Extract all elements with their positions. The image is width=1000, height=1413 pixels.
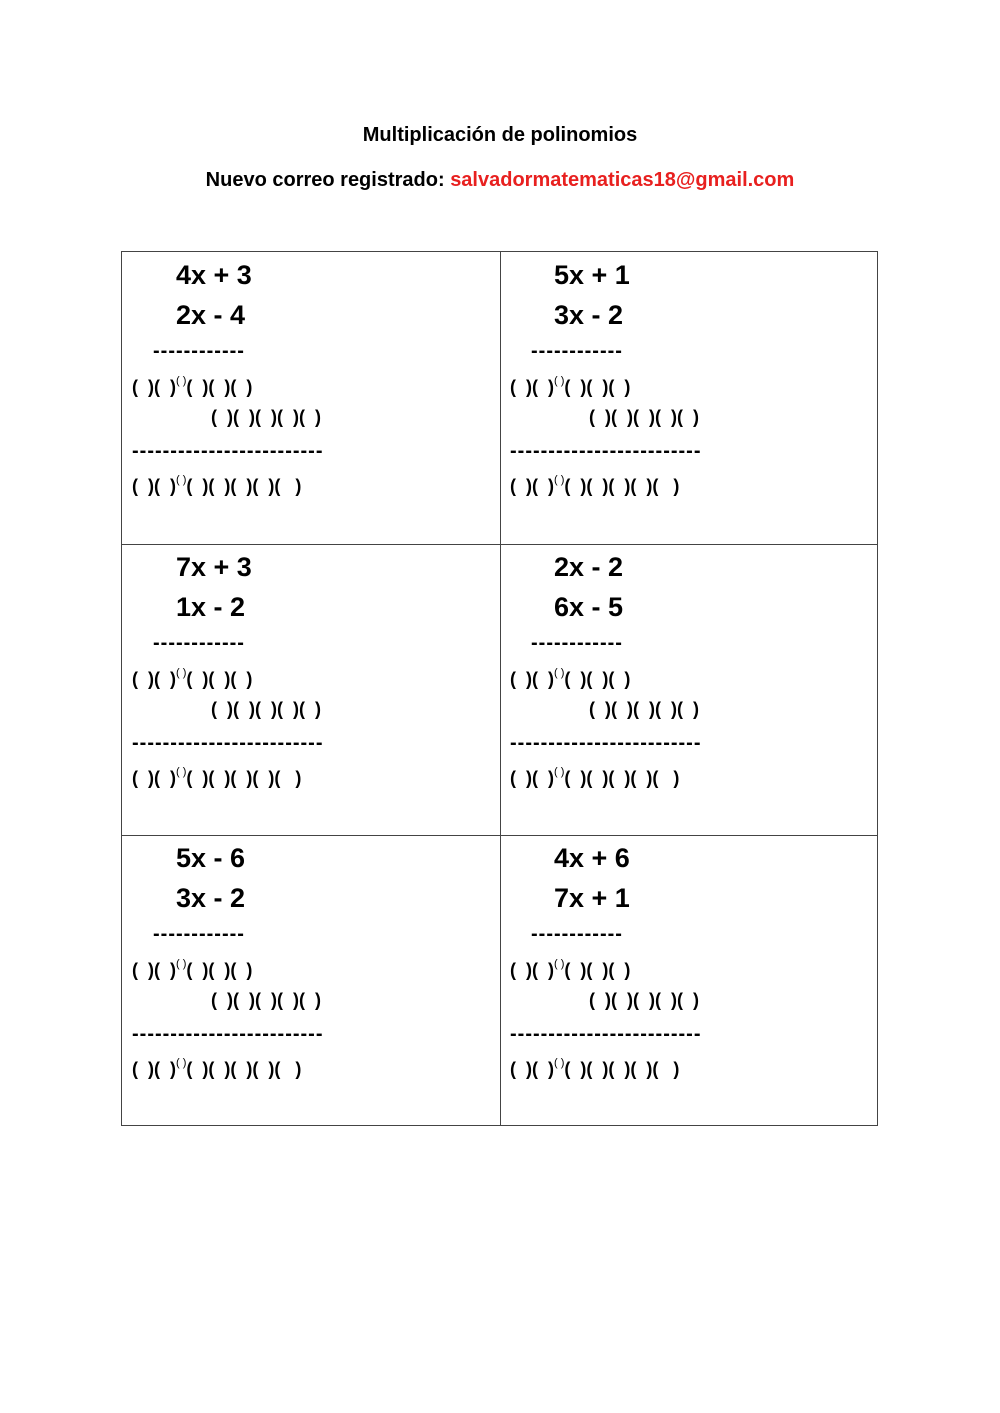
partial-product-row-2[interactable]: ( )( )( )( )( ) (211, 699, 321, 719)
problem-cell (500, 835, 878, 1127)
email-label: Nuevo correo registrado: (205, 169, 445, 191)
polynomial-1: 2x - 2 (554, 552, 624, 582)
answer-blank-exponent[interactable]: ( ) (553, 958, 565, 970)
email-address[interactable]: salvadormatematicas18@gmail.com (450, 169, 795, 191)
separator-short: ------------ (531, 923, 623, 945)
partial-product-row-1 (510, 669, 630, 690)
answer-blanks[interactable]: ( )( ) (510, 960, 554, 980)
answer-blanks[interactable]: ( )( )( ) (564, 960, 631, 980)
result-row (132, 768, 301, 789)
page-title: Multiplicación de polinomios (362, 124, 638, 146)
partial-product-row-2[interactable]: ( )( )( )( )( ) (589, 990, 699, 1010)
partial-product-row-1 (510, 960, 630, 981)
separator-short: ------------ (153, 632, 245, 654)
separator-short: ------------ (153, 340, 245, 362)
email-line (0, 169, 1000, 192)
separator-short: ------------ (531, 632, 623, 654)
separator-short: ------------ (153, 923, 245, 945)
answer-blanks[interactable]: ( )( ) (510, 476, 554, 496)
polynomial-2: 2x - 4 (176, 300, 246, 330)
partial-product-row-1 (132, 960, 252, 981)
answer-blanks[interactable]: ( )( )( )( )( ) (564, 768, 680, 788)
answer-blanks[interactable]: ( )( ) (510, 669, 554, 689)
separator-short: ------------ (531, 340, 623, 362)
answer-blank-exponent[interactable]: ( ) (553, 375, 565, 387)
answer-blanks[interactable]: ( )( ) (132, 669, 176, 689)
polynomial-2: 1x - 2 (176, 592, 246, 622)
answer-blanks[interactable]: ( )( )( ) (186, 377, 253, 397)
separator-long: ------------------------- (510, 1023, 702, 1045)
polynomial-1: 4x + 3 (176, 260, 252, 290)
problem-cell (122, 835, 500, 1127)
answer-blanks[interactable]: ( )( )( ) (186, 669, 253, 689)
answer-blanks[interactable]: ( )( ) (510, 377, 554, 397)
answer-blanks[interactable]: ( )( )( ) (564, 669, 631, 689)
separator-long: ------------------------- (132, 1023, 324, 1045)
answer-blank-exponent[interactable]: ( ) (175, 766, 187, 778)
polynomial-2: 3x - 2 (176, 883, 246, 913)
result-row (510, 768, 679, 789)
polynomial-1: 7x + 3 (176, 552, 252, 582)
answer-blank-exponent[interactable]: ( ) (553, 667, 565, 679)
result-row (510, 476, 679, 497)
problem-cell (500, 252, 878, 544)
polynomial-1: 4x + 6 (554, 843, 630, 873)
answer-blank-exponent[interactable]: ( ) (175, 375, 187, 387)
answer-blanks[interactable]: ( )( )( ) (186, 960, 253, 980)
answer-blanks[interactable]: ( )( )( )( )( ) (564, 476, 680, 496)
partial-product-row-1 (132, 669, 252, 690)
answer-blank-exponent[interactable]: ( ) (553, 1057, 565, 1069)
problem-cell (122, 252, 500, 544)
polynomial-2: 6x - 5 (554, 592, 624, 622)
answer-blanks[interactable]: ( )( ) (132, 476, 176, 496)
answer-blanks[interactable]: ( )( ) (510, 1059, 554, 1079)
answer-blank-exponent[interactable]: ( ) (175, 1057, 187, 1069)
partial-product-row-1 (510, 377, 630, 398)
polynomial-2: 3x - 2 (554, 300, 624, 330)
answer-blanks[interactable]: ( )( )( )( )( ) (186, 1059, 302, 1079)
separator-long: ------------------------- (510, 440, 702, 462)
polynomial-1: 5x - 6 (176, 843, 246, 873)
partial-product-row-1 (132, 377, 252, 398)
answer-blank-exponent[interactable]: ( ) (175, 667, 187, 679)
answer-blanks[interactable]: ( )( )( ) (564, 377, 631, 397)
answer-blanks[interactable]: ( )( )( )( )( ) (186, 476, 302, 496)
polynomial-2: 7x + 1 (554, 883, 630, 913)
answer-blank-exponent[interactable]: ( ) (553, 474, 565, 486)
answer-blank-exponent[interactable]: ( ) (175, 958, 187, 970)
answer-blanks[interactable]: ( )( ) (132, 960, 176, 980)
answer-blanks[interactable]: ( )( ) (510, 768, 554, 788)
problem-cell (500, 544, 878, 836)
answer-blank-exponent[interactable]: ( ) (175, 474, 187, 486)
partial-product-row-2[interactable]: ( )( )( )( )( ) (211, 407, 321, 427)
separator-long: ------------------------- (510, 732, 702, 754)
separator-long: ------------------------- (132, 732, 324, 754)
problem-cell (122, 544, 500, 836)
answer-blanks[interactable]: ( )( ) (132, 768, 176, 788)
partial-product-row-2[interactable]: ( )( )( )( )( ) (211, 990, 321, 1010)
answer-blanks[interactable]: ( )( )( )( )( ) (186, 768, 302, 788)
result-row (510, 1059, 679, 1080)
answer-blanks[interactable]: ( )( ) (132, 377, 176, 397)
polynomial-1: 5x + 1 (554, 260, 630, 290)
result-row (132, 1059, 301, 1080)
partial-product-row-2[interactable]: ( )( )( )( )( ) (589, 407, 699, 427)
problem-grid (121, 251, 878, 1126)
partial-product-row-2[interactable]: ( )( )( )( )( ) (589, 699, 699, 719)
answer-blanks[interactable]: ( )( ) (132, 1059, 176, 1079)
answer-blanks[interactable]: ( )( )( )( )( ) (564, 1059, 680, 1079)
result-row (132, 476, 301, 497)
separator-long: ------------------------- (132, 440, 324, 462)
answer-blank-exponent[interactable]: ( ) (553, 766, 565, 778)
